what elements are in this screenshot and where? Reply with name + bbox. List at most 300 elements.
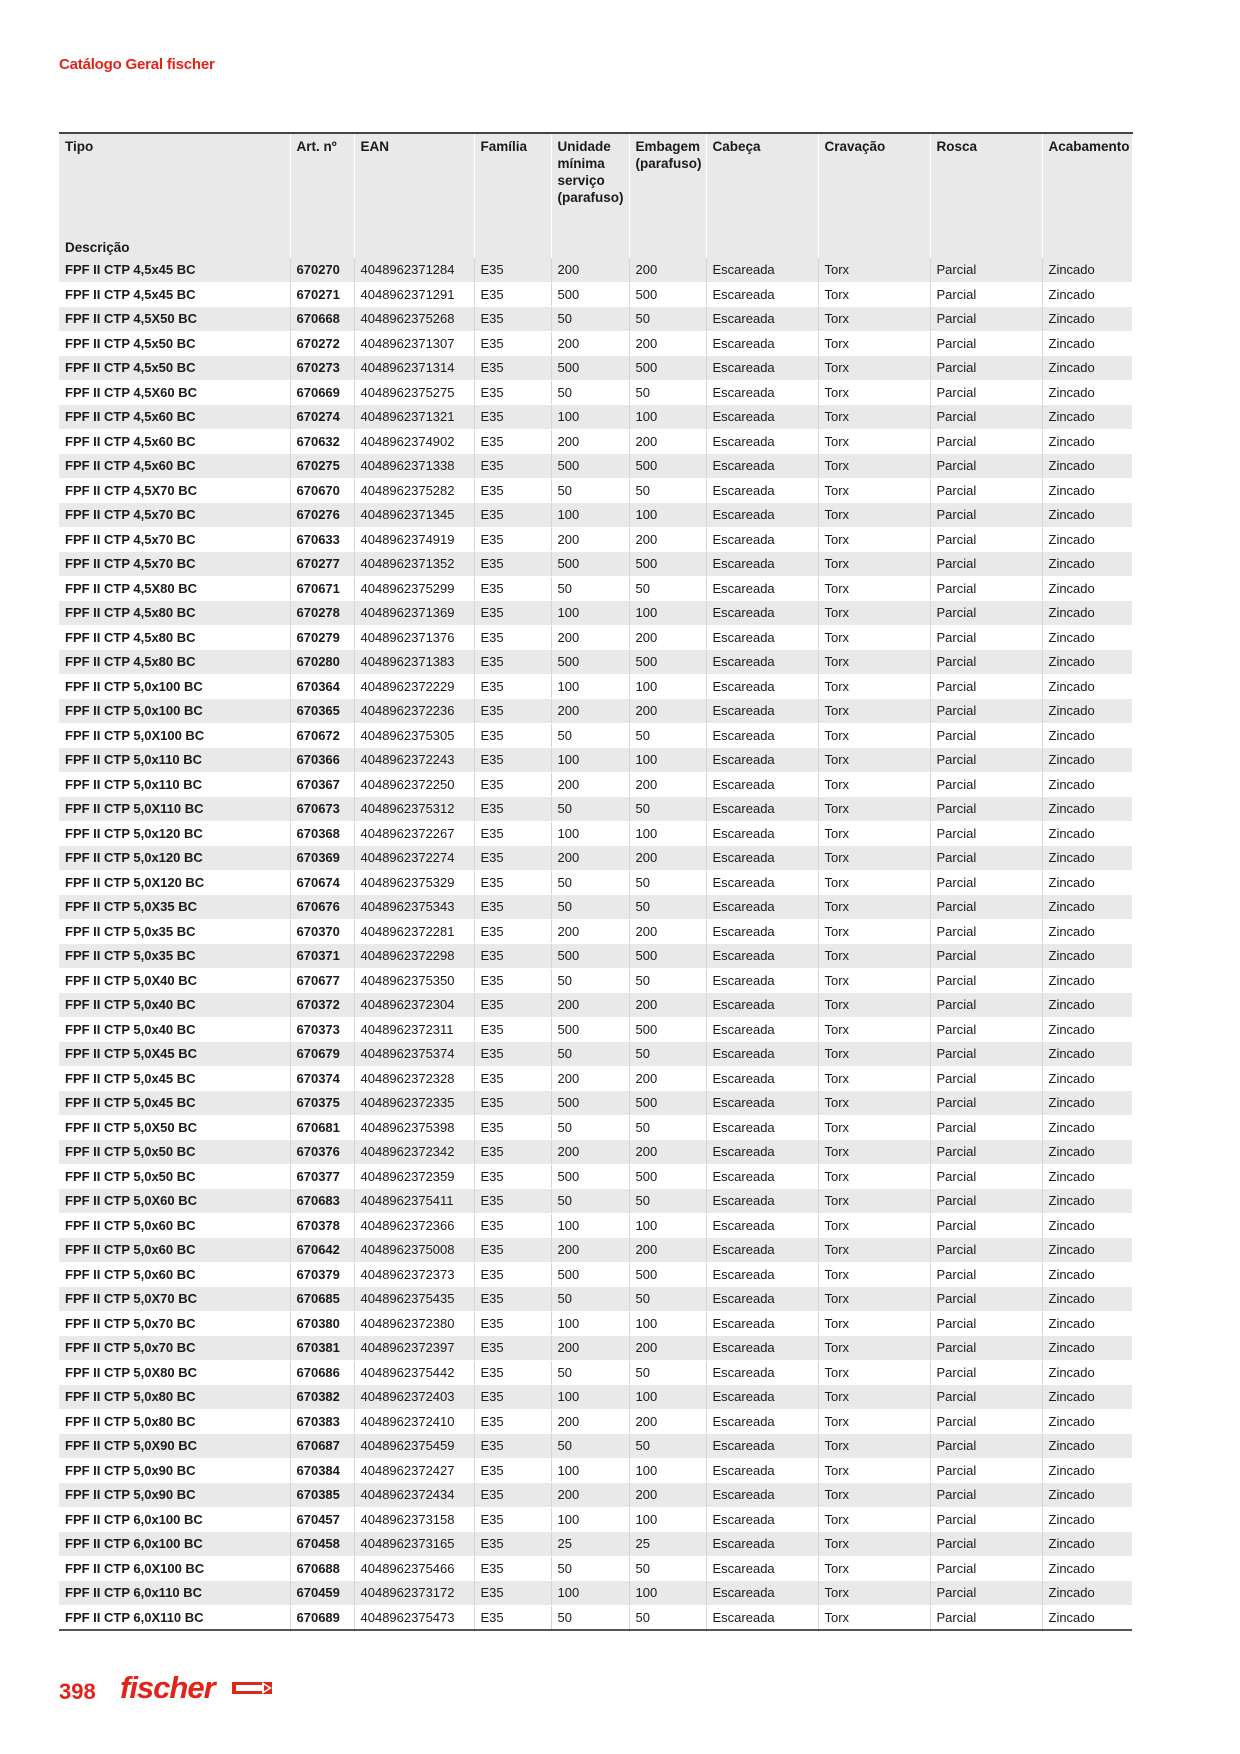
cell-cabeca: Escareada xyxy=(706,870,818,895)
cell-art: 670275 xyxy=(290,454,354,479)
cell-unidade: 500 xyxy=(551,1091,629,1116)
cell-embagem: 500 xyxy=(629,944,706,969)
cell-unidade: 50 xyxy=(551,1434,629,1459)
cell-cravacao: Torx xyxy=(818,1042,930,1067)
cell-ean: 4048962372373 xyxy=(354,1262,474,1287)
cell-rosca: Parcial xyxy=(930,821,1042,846)
cell-tipo: FPF II CTP 5,0X70 BC xyxy=(59,1287,290,1312)
cell-cravacao: Torx xyxy=(818,454,930,479)
cell-cabeca: Escareada xyxy=(706,429,818,454)
table-row xyxy=(59,895,1132,920)
cell-cravacao: Torx xyxy=(818,699,930,724)
cell-tipo: FPF II CTP 4,5x50 BC xyxy=(59,356,290,381)
cell-ean: 4048962374919 xyxy=(354,527,474,552)
cell-unidade: 500 xyxy=(551,454,629,479)
cell-cabeca: Escareada xyxy=(706,527,818,552)
cell-ean: 4048962371307 xyxy=(354,331,474,356)
table-row xyxy=(59,1605,1132,1630)
table-row xyxy=(59,1238,1132,1263)
cell-familia: E35 xyxy=(474,503,551,528)
cell-tipo: FPF II CTP 5,0x40 BC xyxy=(59,1017,290,1042)
cell-cabeca: Escareada xyxy=(706,478,818,503)
cell-cabeca: Escareada xyxy=(706,380,818,405)
cell-embagem: 50 xyxy=(629,576,706,601)
cell-cravacao: Torx xyxy=(818,1017,930,1042)
table-row xyxy=(59,650,1132,675)
cell-art: 670669 xyxy=(290,380,354,405)
cell-cabeca: Escareada xyxy=(706,1532,818,1557)
cell-ean: 4048962375329 xyxy=(354,870,474,895)
column-header-descricao-label: Descrição xyxy=(65,240,130,255)
cell-ean: 4048962372229 xyxy=(354,674,474,699)
cell-rosca: Parcial xyxy=(930,797,1042,822)
cell-embagem: 500 xyxy=(629,1017,706,1042)
cell-rosca: Parcial xyxy=(930,380,1042,405)
table-row xyxy=(59,429,1132,454)
cell-rosca: Parcial xyxy=(930,552,1042,577)
cell-familia: E35 xyxy=(474,1140,551,1165)
cell-tipo: FPF II CTP 4,5x60 BC xyxy=(59,405,290,430)
cell-acabamento: Zincado xyxy=(1042,1287,1132,1312)
cell-tipo: FPF II CTP 6,0x100 BC xyxy=(59,1507,290,1532)
cell-acabamento: Zincado xyxy=(1042,1140,1132,1165)
cell-acabamento: Zincado xyxy=(1042,1532,1132,1557)
cell-rosca: Parcial xyxy=(930,968,1042,993)
cell-cabeca: Escareada xyxy=(706,748,818,773)
cell-rosca: Parcial xyxy=(930,429,1042,454)
cell-familia: E35 xyxy=(474,1066,551,1091)
cell-acabamento: Zincado xyxy=(1042,552,1132,577)
cell-art: 670681 xyxy=(290,1115,354,1140)
cell-familia: E35 xyxy=(474,1164,551,1189)
cell-familia: E35 xyxy=(474,1336,551,1361)
cell-unidade: 500 xyxy=(551,650,629,675)
cell-cravacao: Torx xyxy=(818,258,930,282)
cell-embagem: 25 xyxy=(629,1532,706,1557)
cell-tipo: FPF II CTP 5,0x90 BC xyxy=(59,1458,290,1483)
cell-tipo: FPF II CTP 5,0x40 BC xyxy=(59,993,290,1018)
table-row xyxy=(59,1507,1132,1532)
cell-unidade: 200 xyxy=(551,919,629,944)
cell-familia: E35 xyxy=(474,258,551,282)
cell-art: 670458 xyxy=(290,1532,354,1557)
cell-tipo: FPF II CTP 4,5x70 BC xyxy=(59,527,290,552)
cell-art: 670378 xyxy=(290,1213,354,1238)
cell-acabamento: Zincado xyxy=(1042,944,1132,969)
cell-cravacao: Torx xyxy=(818,846,930,871)
table-row xyxy=(59,258,1132,282)
cell-tipo: FPF II CTP 5,0x100 BC xyxy=(59,699,290,724)
cell-art: 670277 xyxy=(290,552,354,577)
cell-embagem: 200 xyxy=(629,1140,706,1165)
cell-cravacao: Torx xyxy=(818,1115,930,1140)
cell-cabeca: Escareada xyxy=(706,1556,818,1581)
cell-acabamento: Zincado xyxy=(1042,454,1132,479)
cell-embagem: 200 xyxy=(629,699,706,724)
cell-unidade: 100 xyxy=(551,503,629,528)
cell-tipo: FPF II CTP 4,5x60 BC xyxy=(59,429,290,454)
cell-art: 670368 xyxy=(290,821,354,846)
table-row xyxy=(59,1213,1132,1238)
cell-acabamento: Zincado xyxy=(1042,797,1132,822)
cell-acabamento: Zincado xyxy=(1042,356,1132,381)
cell-ean: 4048962372335 xyxy=(354,1091,474,1116)
cell-acabamento: Zincado xyxy=(1042,1507,1132,1532)
cell-rosca: Parcial xyxy=(930,919,1042,944)
cell-embagem: 50 xyxy=(629,1556,706,1581)
cell-tipo: FPF II CTP 4,5x80 BC xyxy=(59,625,290,650)
cell-acabamento: Zincado xyxy=(1042,674,1132,699)
cell-ean: 4048962375435 xyxy=(354,1287,474,1312)
cell-embagem: 100 xyxy=(629,503,706,528)
cell-ean: 4048962371352 xyxy=(354,552,474,577)
table-row xyxy=(59,1409,1132,1434)
cell-tipo: FPF II CTP 4,5X70 BC xyxy=(59,478,290,503)
cell-acabamento: Zincado xyxy=(1042,699,1132,724)
cell-unidade: 100 xyxy=(551,1385,629,1410)
cell-unidade: 200 xyxy=(551,1409,629,1434)
cell-cravacao: Torx xyxy=(818,944,930,969)
cell-unidade: 200 xyxy=(551,429,629,454)
cell-art: 670674 xyxy=(290,870,354,895)
column-header-tipo-label: Tipo xyxy=(65,139,94,154)
cell-art: 670371 xyxy=(290,944,354,969)
cell-ean: 4048962372342 xyxy=(354,1140,474,1165)
cell-acabamento: Zincado xyxy=(1042,1581,1132,1606)
cell-unidade: 100 xyxy=(551,601,629,626)
cell-tipo: FPF II CTP 5,0x60 BC xyxy=(59,1213,290,1238)
cell-familia: E35 xyxy=(474,1238,551,1263)
cell-embagem: 200 xyxy=(629,993,706,1018)
cell-art: 670632 xyxy=(290,429,354,454)
cell-unidade: 50 xyxy=(551,1605,629,1630)
cell-acabamento: Zincado xyxy=(1042,1238,1132,1263)
table-row xyxy=(59,821,1132,846)
cell-ean: 4048962375268 xyxy=(354,307,474,332)
table-row xyxy=(59,1532,1132,1557)
fischer-brand-mark-icon xyxy=(232,1680,272,1696)
cell-ean: 4048962374902 xyxy=(354,429,474,454)
cell-familia: E35 xyxy=(474,993,551,1018)
cell-familia: E35 xyxy=(474,699,551,724)
cell-cabeca: Escareada xyxy=(706,1605,818,1630)
cell-acabamento: Zincado xyxy=(1042,601,1132,626)
cell-rosca: Parcial xyxy=(930,454,1042,479)
cell-unidade: 50 xyxy=(551,1360,629,1385)
cell-rosca: Parcial xyxy=(930,356,1042,381)
table-row xyxy=(59,1287,1132,1312)
cell-familia: E35 xyxy=(474,1262,551,1287)
cell-cravacao: Torx xyxy=(818,1458,930,1483)
cell-embagem: 500 xyxy=(629,1091,706,1116)
cell-cravacao: Torx xyxy=(818,1532,930,1557)
cell-acabamento: Zincado xyxy=(1042,748,1132,773)
cell-unidade: 500 xyxy=(551,1164,629,1189)
cell-art: 670376 xyxy=(290,1140,354,1165)
table-row xyxy=(59,454,1132,479)
cell-acabamento: Zincado xyxy=(1042,1556,1132,1581)
cell-familia: E35 xyxy=(474,821,551,846)
cell-cabeca: Escareada xyxy=(706,1238,818,1263)
column-header-rosca: Rosca xyxy=(930,133,1042,258)
cell-acabamento: Zincado xyxy=(1042,331,1132,356)
cell-cabeca: Escareada xyxy=(706,846,818,871)
cell-cabeca: Escareada xyxy=(706,454,818,479)
cell-rosca: Parcial xyxy=(930,699,1042,724)
column-header-unidade: Unidade mínima serviço (parafuso) xyxy=(551,133,629,258)
cell-acabamento: Zincado xyxy=(1042,1042,1132,1067)
cell-unidade: 50 xyxy=(551,1556,629,1581)
cell-tipo: FPF II CTP 6,0x100 BC xyxy=(59,1532,290,1557)
table-row xyxy=(59,1581,1132,1606)
column-header-familia: Família xyxy=(474,133,551,258)
cell-familia: E35 xyxy=(474,601,551,626)
cell-cravacao: Torx xyxy=(818,307,930,332)
cell-embagem: 500 xyxy=(629,282,706,307)
cell-cravacao: Torx xyxy=(818,1581,930,1606)
cell-art: 670374 xyxy=(290,1066,354,1091)
table-row xyxy=(59,1091,1132,1116)
cell-ean: 4048962372380 xyxy=(354,1311,474,1336)
cell-tipo: FPF II CTP 5,0X110 BC xyxy=(59,797,290,822)
cell-familia: E35 xyxy=(474,405,551,430)
cell-ean: 4048962371321 xyxy=(354,405,474,430)
cell-cabeca: Escareada xyxy=(706,282,818,307)
cell-acabamento: Zincado xyxy=(1042,1213,1132,1238)
cell-rosca: Parcial xyxy=(930,1091,1042,1116)
cell-cabeca: Escareada xyxy=(706,821,818,846)
cell-cravacao: Torx xyxy=(818,1189,930,1214)
cell-acabamento: Zincado xyxy=(1042,993,1132,1018)
cell-embagem: 50 xyxy=(629,1287,706,1312)
cell-unidade: 200 xyxy=(551,258,629,282)
cell-familia: E35 xyxy=(474,1385,551,1410)
cell-tipo: FPF II CTP 4,5x70 BC xyxy=(59,503,290,528)
cell-ean: 4048962372311 xyxy=(354,1017,474,1042)
cell-cravacao: Torx xyxy=(818,601,930,626)
cell-rosca: Parcial xyxy=(930,895,1042,920)
table-row xyxy=(59,601,1132,626)
cell-cravacao: Torx xyxy=(818,772,930,797)
cell-tipo: FPF II CTP 5,0x110 BC xyxy=(59,772,290,797)
cell-cravacao: Torx xyxy=(818,797,930,822)
cell-cabeca: Escareada xyxy=(706,699,818,724)
cell-acabamento: Zincado xyxy=(1042,1115,1132,1140)
cell-familia: E35 xyxy=(474,282,551,307)
cell-ean: 4048962371383 xyxy=(354,650,474,675)
cell-unidade: 50 xyxy=(551,1115,629,1140)
cell-acabamento: Zincado xyxy=(1042,1164,1132,1189)
cell-tipo: FPF II CTP 5,0X40 BC xyxy=(59,968,290,993)
cell-acabamento: Zincado xyxy=(1042,1091,1132,1116)
cell-cabeca: Escareada xyxy=(706,944,818,969)
cell-unidade: 50 xyxy=(551,723,629,748)
table-row xyxy=(59,405,1132,430)
cell-art: 670271 xyxy=(290,282,354,307)
cell-embagem: 50 xyxy=(629,895,706,920)
column-header-art: Art. nº xyxy=(290,133,354,258)
cell-acabamento: Zincado xyxy=(1042,1189,1132,1214)
cell-rosca: Parcial xyxy=(930,258,1042,282)
cell-acabamento: Zincado xyxy=(1042,625,1132,650)
cell-cabeca: Escareada xyxy=(706,552,818,577)
cell-unidade: 50 xyxy=(551,1042,629,1067)
cell-rosca: Parcial xyxy=(930,1042,1042,1067)
cell-ean: 4048962375398 xyxy=(354,1115,474,1140)
cell-embagem: 50 xyxy=(629,870,706,895)
cell-cravacao: Torx xyxy=(818,919,930,944)
cell-art: 670385 xyxy=(290,1483,354,1508)
cell-cravacao: Torx xyxy=(818,503,930,528)
cell-cravacao: Torx xyxy=(818,282,930,307)
cell-cravacao: Torx xyxy=(818,429,930,454)
cell-embagem: 50 xyxy=(629,1189,706,1214)
table-row xyxy=(59,503,1132,528)
cell-acabamento: Zincado xyxy=(1042,846,1132,871)
cell-ean: 4048962375473 xyxy=(354,1605,474,1630)
cell-cabeca: Escareada xyxy=(706,1017,818,1042)
cell-cravacao: Torx xyxy=(818,993,930,1018)
cell-cravacao: Torx xyxy=(818,576,930,601)
cell-cabeca: Escareada xyxy=(706,723,818,748)
table-body xyxy=(59,258,1132,1630)
cell-embagem: 200 xyxy=(629,1483,706,1508)
cell-cabeca: Escareada xyxy=(706,650,818,675)
cell-art: 670370 xyxy=(290,919,354,944)
cell-familia: E35 xyxy=(474,919,551,944)
cell-familia: E35 xyxy=(474,723,551,748)
cell-embagem: 200 xyxy=(629,331,706,356)
cell-tipo: FPF II CTP 5,0X80 BC xyxy=(59,1360,290,1385)
cell-art: 670685 xyxy=(290,1287,354,1312)
cell-acabamento: Zincado xyxy=(1042,1385,1132,1410)
cell-embagem: 200 xyxy=(629,846,706,871)
cell-cabeca: Escareada xyxy=(706,1581,818,1606)
cell-tipo: FPF II CTP 5,0X120 BC xyxy=(59,870,290,895)
cell-unidade: 50 xyxy=(551,968,629,993)
cell-cravacao: Torx xyxy=(818,625,930,650)
cell-unidade: 200 xyxy=(551,527,629,552)
cell-acabamento: Zincado xyxy=(1042,1066,1132,1091)
cell-familia: E35 xyxy=(474,846,551,871)
table-row xyxy=(59,1556,1132,1581)
cell-embagem: 200 xyxy=(629,919,706,944)
cell-ean: 4048962372434 xyxy=(354,1483,474,1508)
cell-rosca: Parcial xyxy=(930,1434,1042,1459)
cell-embagem: 500 xyxy=(629,1164,706,1189)
table-row xyxy=(59,1140,1132,1165)
cell-acabamento: Zincado xyxy=(1042,1017,1132,1042)
cell-ean: 4048962372243 xyxy=(354,748,474,773)
cell-tipo: FPF II CTP 4,5x60 BC xyxy=(59,454,290,479)
cell-acabamento: Zincado xyxy=(1042,503,1132,528)
cell-art: 670683 xyxy=(290,1189,354,1214)
cell-unidade: 200 xyxy=(551,993,629,1018)
cell-unidade: 500 xyxy=(551,1017,629,1042)
cell-tipo: FPF II CTP 4,5x50 BC xyxy=(59,331,290,356)
cell-cravacao: Torx xyxy=(818,1091,930,1116)
cell-ean: 4048962371284 xyxy=(354,258,474,282)
cell-rosca: Parcial xyxy=(930,1238,1042,1263)
cell-cravacao: Torx xyxy=(818,1507,930,1532)
cell-tipo: FPF II CTP 5,0x90 BC xyxy=(59,1483,290,1508)
cell-familia: E35 xyxy=(474,1458,551,1483)
cell-acabamento: Zincado xyxy=(1042,1336,1132,1361)
cell-ean: 4048962372298 xyxy=(354,944,474,969)
cell-familia: E35 xyxy=(474,674,551,699)
cell-ean: 4048962375411 xyxy=(354,1189,474,1214)
cell-unidade: 100 xyxy=(551,748,629,773)
cell-art: 670676 xyxy=(290,895,354,920)
table-row xyxy=(59,1115,1132,1140)
cell-art: 670372 xyxy=(290,993,354,1018)
cell-embagem: 200 xyxy=(629,258,706,282)
cell-unidade: 100 xyxy=(551,1213,629,1238)
cell-cravacao: Torx xyxy=(818,1262,930,1287)
cell-tipo: FPF II CTP 5,0x100 BC xyxy=(59,674,290,699)
cell-embagem: 100 xyxy=(629,1311,706,1336)
table-row xyxy=(59,552,1132,577)
cell-rosca: Parcial xyxy=(930,601,1042,626)
cell-cravacao: Torx xyxy=(818,674,930,699)
cell-rosca: Parcial xyxy=(930,944,1042,969)
cell-unidade: 200 xyxy=(551,1238,629,1263)
cell-acabamento: Zincado xyxy=(1042,772,1132,797)
cell-acabamento: Zincado xyxy=(1042,919,1132,944)
cell-ean: 4048962375275 xyxy=(354,380,474,405)
cell-cravacao: Torx xyxy=(818,1164,930,1189)
cell-tipo: FPF II CTP 4,5x80 BC xyxy=(59,650,290,675)
cell-ean: 4048962375459 xyxy=(354,1434,474,1459)
cell-unidade: 200 xyxy=(551,1336,629,1361)
cell-cabeca: Escareada xyxy=(706,307,818,332)
cell-unidade: 200 xyxy=(551,699,629,724)
cell-embagem: 100 xyxy=(629,748,706,773)
cell-embagem: 500 xyxy=(629,356,706,381)
cell-rosca: Parcial xyxy=(930,1360,1042,1385)
cell-cabeca: Escareada xyxy=(706,1287,818,1312)
cell-acabamento: Zincado xyxy=(1042,1458,1132,1483)
cell-art: 670366 xyxy=(290,748,354,773)
cell-ean: 4048962375343 xyxy=(354,895,474,920)
cell-tipo: FPF II CTP 5,0X100 BC xyxy=(59,723,290,748)
cell-tipo: FPF II CTP 5,0x120 BC xyxy=(59,846,290,871)
table-row xyxy=(59,1189,1132,1214)
cell-tipo: FPF II CTP 5,0x70 BC xyxy=(59,1311,290,1336)
cell-unidade: 500 xyxy=(551,552,629,577)
cell-cabeca: Escareada xyxy=(706,1213,818,1238)
cell-cravacao: Torx xyxy=(818,748,930,773)
cell-art: 670677 xyxy=(290,968,354,993)
cell-unidade: 200 xyxy=(551,846,629,871)
cell-acabamento: Zincado xyxy=(1042,1605,1132,1630)
cell-familia: E35 xyxy=(474,429,551,454)
cell-acabamento: Zincado xyxy=(1042,478,1132,503)
cell-art: 670671 xyxy=(290,576,354,601)
cell-cravacao: Torx xyxy=(818,1238,930,1263)
cell-cravacao: Torx xyxy=(818,380,930,405)
cell-unidade: 500 xyxy=(551,356,629,381)
cell-rosca: Parcial xyxy=(930,1605,1042,1630)
cell-rosca: Parcial xyxy=(930,1336,1042,1361)
cell-ean: 4048962375466 xyxy=(354,1556,474,1581)
cell-rosca: Parcial xyxy=(930,723,1042,748)
cell-acabamento: Zincado xyxy=(1042,895,1132,920)
cell-rosca: Parcial xyxy=(930,1066,1042,1091)
column-header-ean: EAN xyxy=(354,133,474,258)
cell-cabeca: Escareada xyxy=(706,1164,818,1189)
cell-acabamento: Zincado xyxy=(1042,1409,1132,1434)
